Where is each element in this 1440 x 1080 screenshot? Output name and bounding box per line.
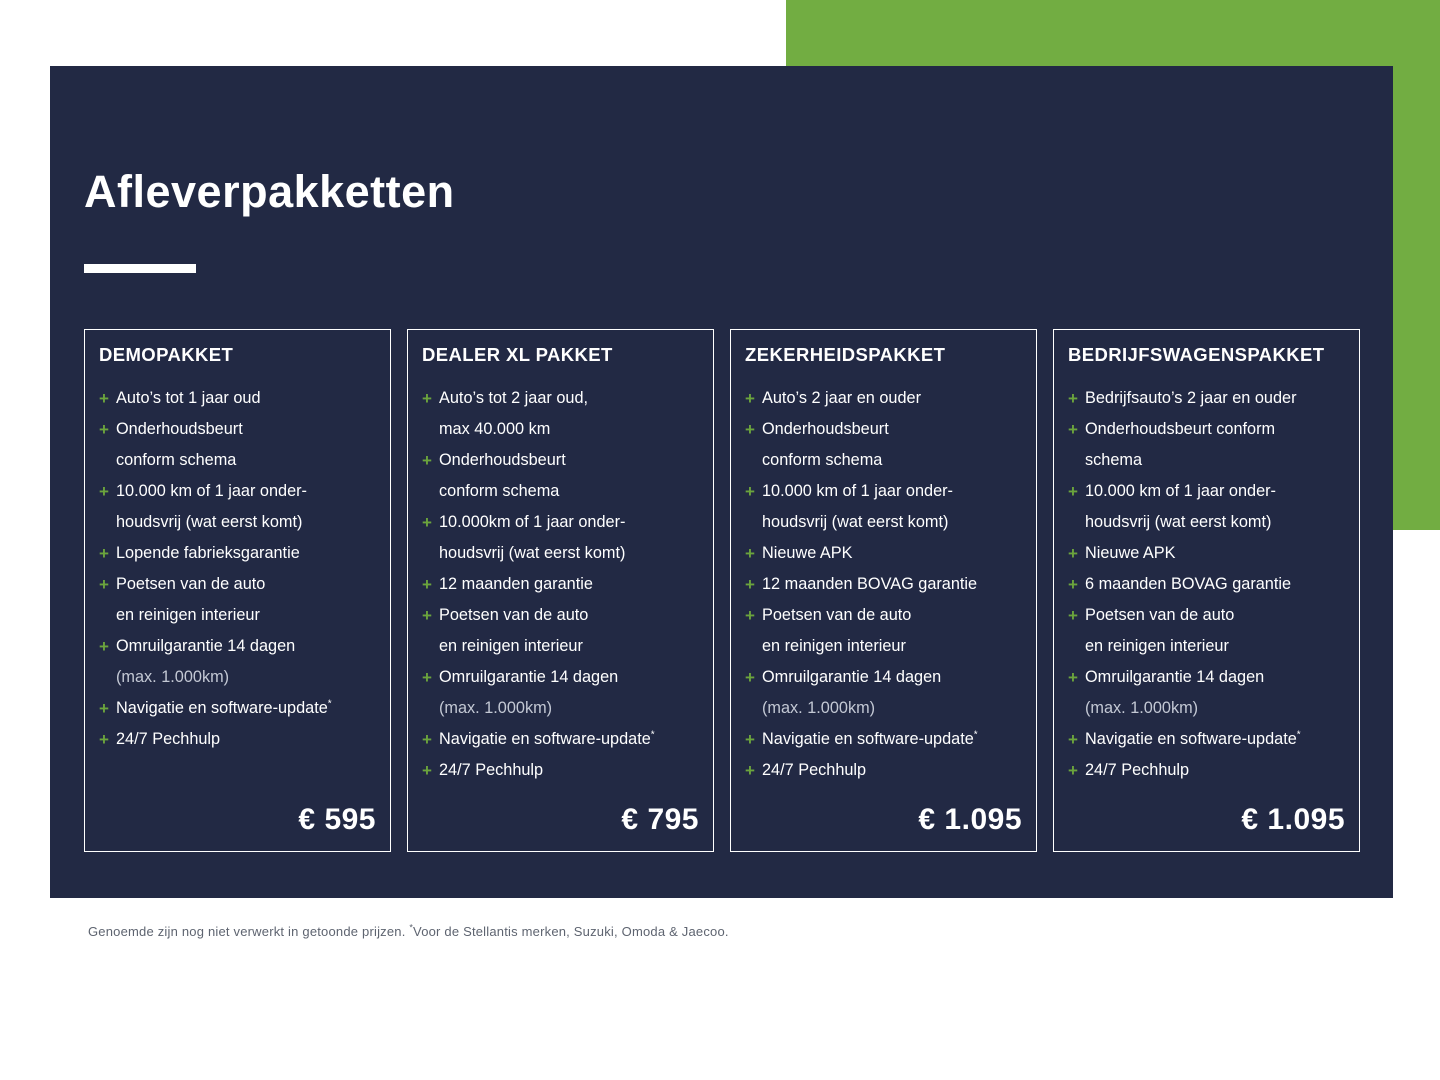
list-item	[1068, 724, 1345, 755]
item-line: Poetsen van de auto	[439, 606, 589, 624]
plus-icon: +	[745, 544, 755, 563]
list-item	[1068, 383, 1345, 414]
item-lines	[762, 662, 1022, 724]
item-line: en reinigen interieur	[762, 637, 906, 655]
plus-icon: +	[99, 420, 109, 439]
list-item	[422, 724, 699, 755]
package-card	[730, 329, 1037, 852]
item-line: max 40.000 km	[439, 420, 551, 438]
item-lines	[439, 445, 699, 507]
item-lines	[116, 569, 376, 631]
package-price: € 1.095	[1241, 803, 1345, 836]
asterisk: *	[973, 729, 978, 741]
plus-icon: +	[1068, 389, 1078, 408]
item-line: Navigatie en software-update*	[762, 729, 978, 748]
list-item	[745, 724, 1022, 755]
plus-icon: +	[99, 389, 109, 408]
navy-panel	[50, 66, 1393, 898]
plus-icon: +	[422, 389, 432, 408]
package-card	[84, 329, 391, 852]
list-item	[745, 600, 1022, 662]
item-lines	[116, 693, 376, 724]
item-lines	[1085, 600, 1345, 662]
item-line: Poetsen van de auto	[762, 606, 912, 624]
item-line: conform schema	[439, 482, 560, 500]
item-line: 6 maanden BOVAG garantie	[1085, 575, 1292, 593]
plus-icon: +	[99, 544, 109, 563]
plus-icon: +	[422, 513, 432, 532]
package-title: DEMOPAKKET	[99, 344, 234, 365]
plus-icon: +	[422, 761, 432, 780]
list-item	[422, 662, 699, 724]
item-line: 12 maanden BOVAG garantie	[762, 575, 978, 593]
list-item	[422, 383, 699, 445]
plus-icon: +	[99, 482, 109, 501]
list-item	[745, 569, 1022, 600]
item-line: Navigatie en software-update*	[116, 698, 332, 717]
plus-icon: +	[422, 451, 432, 470]
title-underline	[84, 264, 196, 273]
item-line: Onderhoudsbeurt conform	[1085, 420, 1276, 438]
item-line: (max. 1.000km)	[439, 699, 553, 717]
list-item	[99, 538, 376, 569]
item-line: conform schema	[116, 451, 237, 469]
plus-icon: +	[1068, 482, 1078, 501]
item-lines	[439, 383, 699, 445]
list-item	[745, 662, 1022, 724]
item-line: en reinigen interieur	[1085, 637, 1229, 655]
item-lines	[439, 569, 699, 600]
plus-icon: +	[1068, 668, 1078, 687]
item-lines	[1085, 476, 1345, 538]
list-item	[745, 538, 1022, 569]
item-line: en reinigen interieur	[439, 637, 583, 655]
list-item	[422, 445, 699, 507]
list-item	[99, 631, 376, 693]
item-line: Auto’s tot 2 jaar oud,	[439, 389, 589, 407]
plus-icon: +	[422, 606, 432, 625]
item-line: 10.000 km of 1 jaar onder-	[1085, 482, 1276, 500]
item-lines	[1085, 414, 1345, 476]
plus-icon: +	[1068, 761, 1078, 780]
item-line: houdsvrij (wat eerst komt)	[1085, 513, 1272, 531]
item-line: 10.000km of 1 jaar onder-	[439, 513, 626, 531]
item-lines	[439, 662, 699, 724]
item-lines	[762, 755, 1022, 786]
package-price: € 795	[621, 803, 699, 836]
item-line: Bedrijfsauto’s 2 jaar en ouder	[1085, 389, 1297, 407]
item-lines	[1085, 569, 1345, 600]
list-item	[1068, 538, 1345, 569]
list-item	[1068, 600, 1345, 662]
asterisk: *	[650, 729, 655, 741]
list-item	[1068, 662, 1345, 724]
item-lines	[439, 507, 699, 569]
item-lines	[439, 724, 699, 755]
item-line: Poetsen van de auto	[1085, 606, 1235, 624]
item-line: Auto’s 2 jaar en ouder	[762, 389, 922, 407]
item-line: Navigatie en software-update*	[439, 729, 655, 748]
footnote-prefix: Genoemde zijn nog niet verwerkt in getoonde prijzen.	[88, 924, 410, 939]
item-lines	[1085, 662, 1345, 724]
list-item	[745, 414, 1022, 476]
plus-icon: +	[99, 575, 109, 594]
item-line: (max. 1.000km)	[1085, 699, 1199, 717]
item-lines	[762, 538, 1022, 569]
item-line: (max. 1.000km)	[116, 668, 230, 686]
feature-list	[745, 383, 1022, 786]
item-line: (max. 1.000km)	[762, 699, 876, 717]
list-item	[99, 383, 376, 414]
item-lines	[116, 383, 376, 414]
package-title: BEDRIJFSWAGENSPAKKET	[1068, 344, 1325, 365]
item-line: 24/7 Pechhulp	[116, 730, 221, 748]
item-lines	[116, 538, 376, 569]
plus-icon: +	[745, 420, 755, 439]
plus-icon: +	[1068, 420, 1078, 439]
item-line: 10.000 km of 1 jaar onder-	[116, 482, 307, 500]
item-line: Poetsen van de auto	[116, 575, 266, 593]
item-lines	[116, 414, 376, 476]
item-lines	[762, 569, 1022, 600]
item-line: Omruilgarantie 14 dagen	[1085, 668, 1265, 686]
item-lines	[762, 383, 1022, 414]
list-item	[422, 507, 699, 569]
plus-icon: +	[1068, 730, 1078, 749]
item-lines	[1085, 538, 1345, 569]
item-lines	[116, 724, 376, 755]
list-item	[422, 569, 699, 600]
item-line: 12 maanden garantie	[439, 575, 593, 593]
list-item	[1068, 476, 1345, 538]
list-item	[1068, 569, 1345, 600]
item-lines	[1085, 383, 1345, 414]
plus-icon: +	[1068, 544, 1078, 563]
footnote-suffix: Voor de Stellantis merken, Suzuki, Omoda & Jaecoo.	[413, 924, 729, 939]
feature-list	[1068, 383, 1345, 786]
plus-icon: +	[422, 575, 432, 594]
package-cards	[84, 329, 1360, 852]
plus-icon: +	[745, 668, 755, 687]
item-line: en reinigen interieur	[116, 606, 260, 624]
asterisk: *	[327, 698, 332, 710]
item-line: Onderhoudsbeurt	[116, 420, 243, 438]
item-lines	[1085, 755, 1345, 786]
item-line: houdsvrij (wat eerst komt)	[439, 544, 626, 562]
plus-icon: +	[745, 482, 755, 501]
page-title: Afleverpakketten	[84, 166, 455, 217]
plus-icon: +	[99, 699, 109, 718]
feature-list	[422, 383, 699, 786]
item-line: conform schema	[762, 451, 883, 469]
plus-icon: +	[99, 637, 109, 656]
footnote	[88, 924, 729, 939]
item-line: 24/7 Pechhulp	[439, 761, 544, 779]
package-card	[407, 329, 714, 852]
plus-icon: +	[1068, 575, 1078, 594]
plus-icon: +	[99, 730, 109, 749]
list-item	[745, 383, 1022, 414]
plus-icon: +	[745, 606, 755, 625]
asterisk: *	[1296, 729, 1301, 741]
plus-icon: +	[745, 389, 755, 408]
plus-icon: +	[745, 575, 755, 594]
item-lines	[762, 476, 1022, 538]
item-line: houdsvrij (wat eerst komt)	[762, 513, 949, 531]
plus-icon: +	[745, 761, 755, 780]
item-line: Lopende fabrieksgarantie	[116, 544, 300, 562]
item-line: 24/7 Pechhulp	[1085, 761, 1190, 779]
list-item	[745, 755, 1022, 786]
list-item	[745, 476, 1022, 538]
list-item	[422, 600, 699, 662]
feature-list	[99, 383, 376, 755]
list-item	[99, 414, 376, 476]
list-item	[99, 724, 376, 755]
item-lines	[762, 724, 1022, 755]
item-line: Omruilgarantie 14 dagen	[116, 637, 296, 655]
plus-icon: +	[1068, 606, 1078, 625]
package-price: € 1.095	[918, 803, 1022, 836]
package-price: € 595	[298, 803, 376, 836]
item-lines	[1085, 724, 1345, 755]
list-item	[99, 693, 376, 724]
plus-icon: +	[745, 730, 755, 749]
plus-icon: +	[422, 730, 432, 749]
list-item	[1068, 755, 1345, 786]
item-line: 10.000 km of 1 jaar onder-	[762, 482, 953, 500]
package-title: DEALER XL PAKKET	[422, 344, 613, 365]
package-card	[1053, 329, 1360, 852]
item-line: Nieuwe APK	[1085, 544, 1176, 562]
item-line: Omruilgarantie 14 dagen	[439, 668, 619, 686]
item-line: Onderhoudsbeurt	[762, 420, 889, 438]
item-lines	[116, 631, 376, 693]
list-item	[99, 476, 376, 538]
item-line: Auto’s tot 1 jaar oud	[116, 389, 261, 407]
item-line: Nieuwe APK	[762, 544, 853, 562]
item-line: Omruilgarantie 14 dagen	[762, 668, 942, 686]
item-lines	[439, 755, 699, 786]
item-lines	[116, 476, 376, 538]
item-line: schema	[1085, 451, 1143, 469]
item-lines	[439, 600, 699, 662]
item-line: Onderhoudsbeurt	[439, 451, 566, 469]
list-item	[422, 755, 699, 786]
item-lines	[762, 414, 1022, 476]
list-item	[1068, 414, 1345, 476]
item-lines	[762, 600, 1022, 662]
plus-icon: +	[422, 668, 432, 687]
item-line: houdsvrij (wat eerst komt)	[116, 513, 303, 531]
item-line: 24/7 Pechhulp	[762, 761, 867, 779]
package-title: ZEKERHEIDSPAKKET	[745, 344, 946, 365]
item-line: Navigatie en software-update*	[1085, 729, 1301, 748]
list-item	[99, 569, 376, 631]
footnote-asterisk: *	[409, 922, 414, 933]
